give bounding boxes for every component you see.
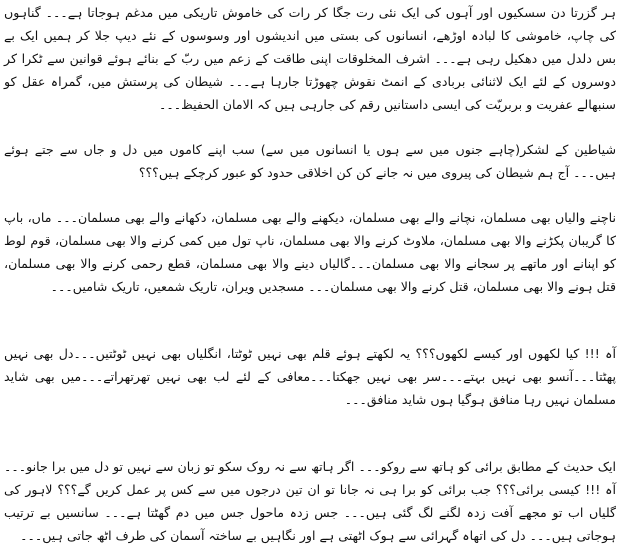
article-paragraph-3: ناچنے والیاں بھی مسلمان، نچانے والے بھی مسلمان، دیکھنے والے بھی مسلمان، دکھانے والے بھی مسلمان۔۔۔ ماں، باپ کا گریبان پکڑنے والا بھی مسلمان، ملاوٹ کرنے والا بھی مسلمان، ناپ تول میں کمی کرنے والا بھی مسلمان، قوم لوط کو اپنانے اور ماتھے پر سجانے والا بھی مسلمان۔۔۔گالیاں دینے والا بھی مسلمان، قطع رحمی کرنے والا بھی مسلمان، قتل ہونے والا بھی مسلمان، قتل کرنے والا بھی مسلمان۔۔۔ مسجدیں ویران، تاریک شمعیں، تاریک شامیں۔۔۔ <box>4 210 616 294</box>
article-paragraph-1: ہر گزرتا دن سسکیوں اور آہوں کی ایک نئی رت جگا کر رات کی خاموش تاریکی میں مدغم ہوجاتا ہے۔۔۔ گناہوں کی چاپ، خاموشی کا لبادہ اوڑھے، انسانوں کی بستی میں اندیشوں اور وسوسوں کے نئے دیپ جلا کر ہمیں ایک بے بس دلدل میں دھکیل رہی ہے۔۔۔ اشرف المخلوقات اپنی طاقت کے زعم میں ربّ کے بنائے ہوئے قوانین سے ٹکرا کر دوسروں کے لئے ایک لاثنائی بربادی کے انمٹ نقوش چھوڑتا جارہا ہے۔۔۔ شیطان کی پرستش میں، گمراہ عقل کو سنبھالے عفریت و بربریّت کی ایسی داستانیں رقم کی جارہی ہیں کہ الامان الحفیظ۔۔۔ <box>4 5 616 112</box>
article-paragraph-5: ایک حدیث کے مطابق برائی کو ہاتھ سے روکو۔۔۔ اگر ہاتھ سے نہ روک سکو تو زبان سے نہیں تو دل میں برا جانو۔۔۔ آہ !!! کیسی برائی؟؟؟ جب برائی کو برا ہی نہ جانا تو ان تین درجوں میں سے کس پر عمل کریں گے؟؟؟ لاہور کی گلیاں اب تو مجھے آفت زدہ لگنے لگ گئی ہیں۔۔۔ جس زدہ ماحول جس میں دم گھٹتا ہے۔۔۔ سانسیں بے ترتیب ہوجاتی ہیں۔۔۔ دل کی اتھاہ گہرائی سے ہوک اٹھتی ہے اور نگاہیں بے ساختہ آسمان کی طرف اٹھ جاتی ہیں۔۔۔ <box>4 459 616 543</box>
article-paragraph-2: شیاطین کے لشکر(چاہے جنوں میں سے ہوں یا انسانوں میں سے) سب اپنے کاموں میں دل و جاں سے جتے ہوئے ہیں۔۔۔ آج ہم شیطان کی پیروی میں نہ جانے کن کن اخلاقی حدود کو عبور کرچکے ہیں؟؟؟ <box>4 142 616 180</box>
article-paragraph-4: آہ !!! کیا لکھوں اور کیسے لکھوں؟؟؟ یہ لکھتے ہوئے قلم بھی نہیں ٹوٹتا، انگلیاں بھی نہیں ٹوٹتیں۔۔۔دل بھی نہیں پھٹتا۔۔۔آنسو بھی نہیں بہتے۔۔۔سر بھی نہیں جھکتا۔۔۔معافی کے لئے لب بھی نہیں تھرتھراتے۔۔۔میں بھی شاید مسلمان نہیں رہا منافق ہوگیا ہوں شاید منافق۔۔۔ <box>4 346 616 407</box>
